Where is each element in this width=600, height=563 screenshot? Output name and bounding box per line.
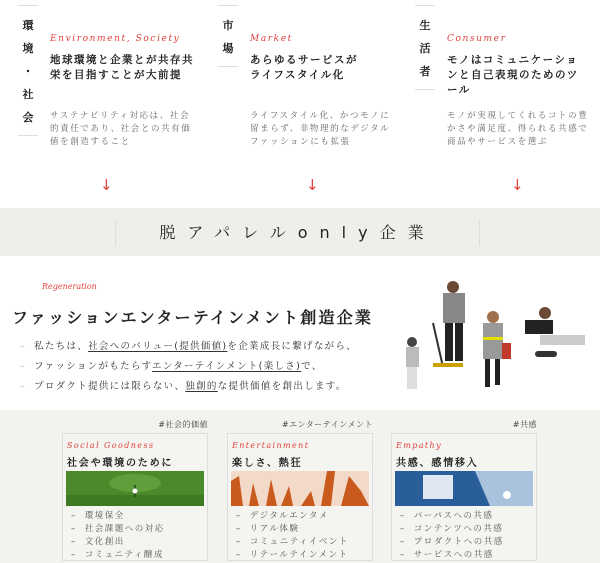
- hashtag: #エンターテインメント: [281, 420, 373, 429]
- item-text: デジタルエンタメ: [249, 511, 329, 521]
- dash: –: [71, 537, 77, 547]
- text: プロダクト提供には限らない、: [34, 381, 186, 392]
- label-char: 社: [22, 88, 34, 101]
- underlined-text: 独創的: [185, 381, 218, 392]
- label-char: 会: [22, 111, 34, 124]
- column-heading: あらゆるサービスがライフスタイル化: [250, 54, 358, 81]
- label-char: 環: [22, 19, 34, 32]
- arrow-down-icon: ↓: [511, 176, 524, 194]
- text: で、: [301, 361, 323, 372]
- concert-image: [395, 471, 533, 506]
- item-text: サービスへの共感: [413, 550, 494, 560]
- label-char: 市: [222, 19, 234, 32]
- text: を企業成長に繋げながら、: [227, 341, 358, 352]
- people-illustration: [395, 275, 600, 400]
- person-man-scooter: [433, 281, 465, 367]
- values-section: [0, 410, 600, 563]
- list-item: [236, 509, 349, 522]
- headline-band: [0, 208, 600, 256]
- column-body: ライフスタイル化、かつモノに留まらず、非物理的なデジタルファッションにも拡張: [250, 111, 391, 147]
- list-item: [20, 358, 357, 378]
- dash: –: [20, 361, 27, 372]
- dash: –: [236, 537, 242, 547]
- tree-image: [66, 471, 204, 506]
- hashtag: #共感: [512, 420, 537, 429]
- dash: –: [71, 524, 77, 534]
- person-woman: [483, 311, 511, 387]
- list-item: [20, 338, 357, 358]
- dash: –: [71, 550, 77, 560]
- card-empathy: [391, 433, 537, 561]
- dash: –: [71, 511, 77, 521]
- list-item: [71, 522, 165, 535]
- person-man-hoverboard: [525, 307, 585, 357]
- arrow-down-icon: ↓: [306, 176, 319, 194]
- card-social-goodness: [62, 433, 208, 561]
- list-item: [236, 548, 349, 561]
- card-list: [236, 509, 349, 561]
- dash: –: [400, 511, 406, 521]
- arrow-down-icon: ↓: [100, 176, 113, 194]
- band-title: 脱アパレルonly企業: [115, 220, 480, 246]
- item-text: コミュニティイベント: [249, 537, 349, 547]
- english-label: Market: [250, 34, 293, 44]
- list-item: [400, 522, 504, 535]
- dash: –: [400, 537, 406, 547]
- dash: –: [20, 341, 27, 352]
- label-char: 境: [22, 42, 34, 55]
- english-label: Consumer: [447, 34, 507, 44]
- card-entertainment: [227, 433, 373, 561]
- item-text: コンテンツへの共感: [413, 524, 504, 534]
- label-char: 者: [419, 65, 431, 78]
- mission-list: [20, 338, 357, 398]
- item-text: 文化創出: [84, 537, 125, 547]
- list-item: [20, 378, 357, 398]
- list-item: [71, 509, 165, 522]
- regeneration-label: Regeneration: [42, 282, 97, 291]
- text: 私たちは、: [34, 341, 89, 352]
- vertical-label: [18, 5, 38, 136]
- list-item: [236, 535, 349, 548]
- label-char: 場: [222, 42, 234, 55]
- crowd-image: [231, 471, 369, 506]
- card-heading: 社会や環境のために: [67, 458, 174, 469]
- item-text: 環境保全: [84, 511, 125, 521]
- dash: –: [400, 524, 406, 534]
- dash: –: [20, 381, 27, 392]
- vertical-label: [415, 5, 435, 90]
- card-english-label: Empathy: [396, 441, 443, 450]
- text: ファッションがもたらす: [34, 361, 153, 372]
- list-item: [71, 548, 165, 561]
- card-list: [400, 509, 504, 561]
- column-body: サステナビリティ対応は、社会的責任であり、社会との共有価値を創造すること: [50, 111, 192, 147]
- label-char: ・: [22, 65, 34, 78]
- hashtag: #社会的価値: [158, 420, 208, 429]
- list-item: [71, 535, 165, 548]
- item-text: プロダクトへの共感: [413, 537, 504, 547]
- list-item: [236, 522, 349, 535]
- item-text: 社会課題への対応: [84, 524, 165, 534]
- dash: –: [236, 524, 242, 534]
- dash: –: [400, 550, 406, 560]
- label-char: 活: [419, 42, 431, 55]
- main-title: ファッションエンターテインメント創造企業: [12, 308, 374, 327]
- underlined-text: 社会へのバリュー(提供価値): [88, 341, 228, 352]
- label-char: 生: [419, 19, 431, 32]
- card-english-label: Entertainment: [232, 441, 310, 450]
- column-heading: モノはコミュニケーションと自己表現のためのツール: [447, 54, 579, 96]
- text: な提供価値を創出します。: [217, 381, 347, 392]
- list-item: [400, 509, 504, 522]
- person-child: [406, 337, 419, 389]
- dash: –: [236, 511, 242, 521]
- list-item: [400, 548, 504, 561]
- card-list: [71, 509, 165, 561]
- dash: –: [236, 550, 242, 560]
- vertical-label: [218, 5, 238, 67]
- underlined-text: エンターテインメント(楽しさ): [152, 361, 302, 372]
- item-text: リテールテインメント: [249, 550, 349, 560]
- list-item: [400, 535, 504, 548]
- english-label: Environment, Society: [50, 34, 181, 44]
- column-heading: 地球環境と企業とが共存共栄を目指すことが大前提: [50, 54, 194, 81]
- card-heading: 楽しさ、熱狂: [232, 458, 303, 469]
- item-text: パーパスへの共感: [413, 511, 494, 521]
- card-heading: 共感、感情移入: [396, 458, 479, 469]
- card-english-label: Social Goodness: [67, 441, 155, 450]
- item-text: コミュニティ醸成: [84, 550, 164, 560]
- column-body: モノが実現してくれるコトの豊かさや満足度、得られる共感で商品やサービスを選ぶ: [447, 111, 589, 147]
- item-text: リアル体験: [249, 524, 300, 534]
